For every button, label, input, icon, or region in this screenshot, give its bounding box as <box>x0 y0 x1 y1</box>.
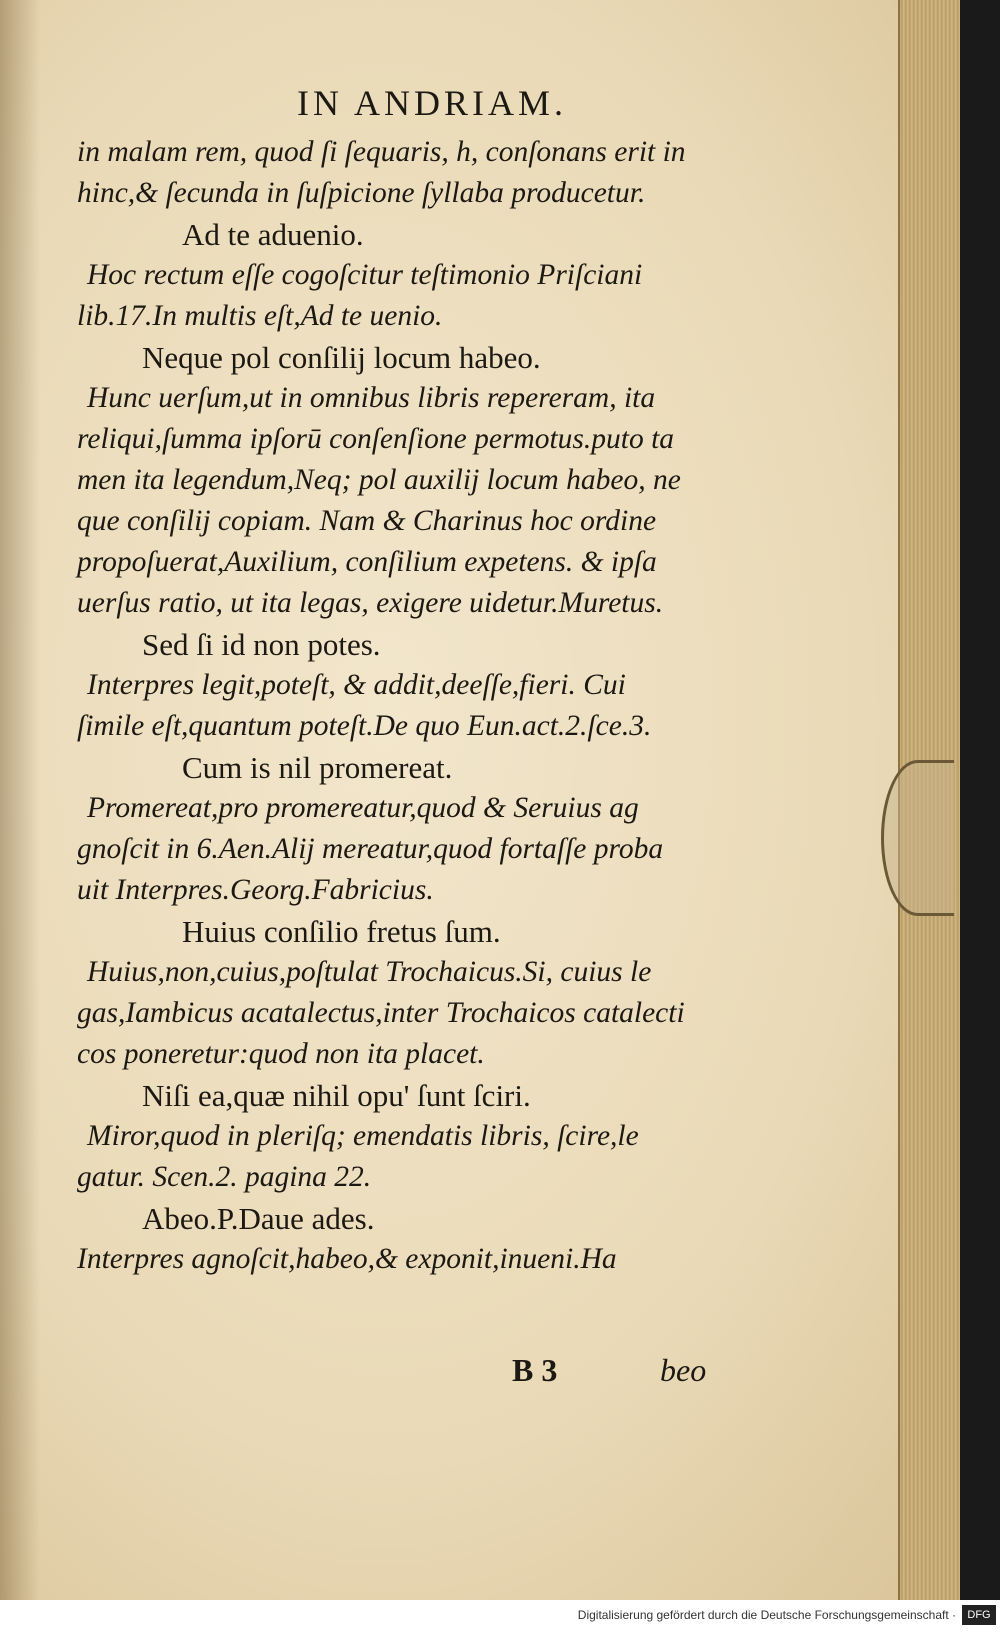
commentary-line: Hunc uerſum,ut in omnibus libris repereram, ita <box>87 382 656 414</box>
footer-credit: Digitalisierung gefördert durch die Deutsche Forschungsgemeinschaft · <box>577 1608 956 1622</box>
commentary-line: cos poneretur:quod non ita placet. <box>77 1038 485 1070</box>
text-block <box>62 82 802 1280</box>
commentary-line: uerſus ratio, ut ita legas, exigere uidetur.Muretus. <box>77 587 664 619</box>
commentary-line: ſimile eſt,quantum poteſt.De quo Eun.act.2.ſce.3. <box>77 710 652 742</box>
book-clasp <box>881 760 954 916</box>
lemma-line: Ad te aduenio. <box>182 217 364 252</box>
commentary-line: gas,Iambicus acatalectus,inter Trochaicos catalecti <box>77 997 685 1029</box>
lemma-line: Huius conſilio fretus ſum. <box>182 914 501 949</box>
commentary-line: gnoſcit in 6.Aen.Alij mereatur,quod fortaſſe proba <box>77 833 664 865</box>
commentary-line: propoſuerat,Auxilium, conſilium expetens. & ipſa <box>77 546 657 578</box>
commentary-line: Promereat,pro promereatur,quod & Seruius ag <box>87 792 639 824</box>
footer-bar <box>0 1600 1000 1632</box>
commentary-line: Interpres legit,poteſt, & addit,deeſſe,fieri. Cui <box>87 669 626 701</box>
lemma-line: Cum is nil promereat. <box>182 750 453 785</box>
dfg-logo: DFG <box>962 1605 996 1625</box>
commentary-line: hinc,& ſecunda in ſuſpicione ſyllaba producetur. <box>77 177 646 209</box>
commentary-line: reliqui,ſumma ipſorū conſenſione permotus.puto ta <box>77 423 675 455</box>
commentary-line: Interpres agnoſcit,habeo,& exponit,inueni.Ha <box>77 1243 617 1275</box>
commentary-line: gatur. Scen.2. pagina 22. <box>77 1161 372 1193</box>
lemma-line: Abeo.P.Daue ades. <box>142 1201 375 1236</box>
commentary-line: lib.17.In multis eſt,Ad te uenio. <box>77 300 443 332</box>
lemma-line: Sed ſi id non potes. <box>142 627 381 662</box>
lemma-line: Niſi ea,quæ nihil opu' ſunt ſciri. <box>142 1078 531 1113</box>
commentary-line: men ita legendum,Neq; pol auxilij locum habeo, ne <box>77 464 681 496</box>
commentary-line: que conſilij copiam. Nam & Charinus hoc ordine <box>77 505 657 537</box>
page-gutter-shadow <box>0 0 40 1600</box>
catchword: beo <box>660 1352 707 1388</box>
commentary-line: in malam rem, quod ſi ſequaris, h, conſonans erit in <box>77 136 686 168</box>
commentary-line: Hoc rectum eſſe cogoſcitur teſtimonio Priſciani <box>87 259 643 291</box>
text-lines <box>62 132 802 1280</box>
commentary-line: uit Interpres.Georg.Fabricius. <box>77 874 434 906</box>
lemma-line: Neque pol conſilij locum habeo. <box>142 340 541 375</box>
commentary-line: Miror,quod in pleriſq; emendatis libris, ſcire,le <box>87 1120 639 1152</box>
running-header: IN ANDRIAM. <box>296 83 567 123</box>
signature-mark: B 3 <box>512 1352 558 1388</box>
commentary-line: Huius,non,cuius,poſtulat Trochaicus.Si, cuius le <box>87 956 652 988</box>
